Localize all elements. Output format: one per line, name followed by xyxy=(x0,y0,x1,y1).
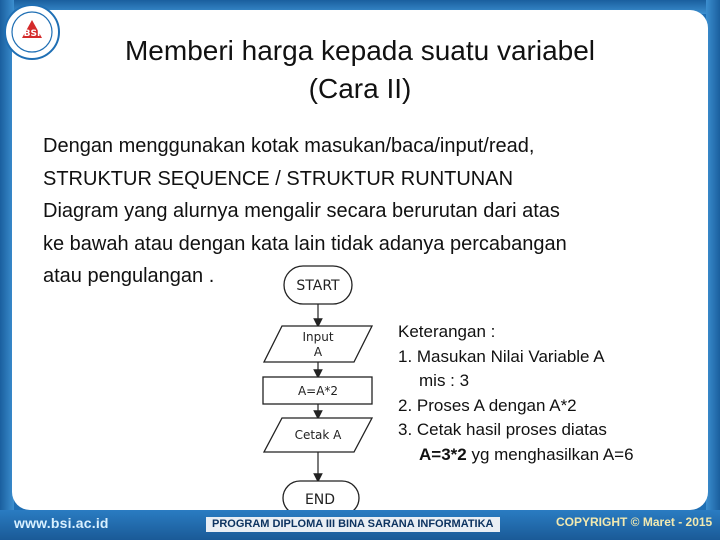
footer-program: PROGRAM DIPLOMA III BINA SARANA INFORMATIKA xyxy=(206,517,500,532)
body-line-1: Dengan menggunakan kotak masukan/baca/input/read, xyxy=(43,135,535,157)
notes-result-bold: A=3*2 xyxy=(419,444,467,464)
process-label: A=A*2 xyxy=(297,384,339,398)
body-line-4: ke bawah atau dengan kata lain tidak adanya percabangan xyxy=(43,232,567,255)
title-line-1: Memberi harga kepada suatu variabel xyxy=(124,35,596,66)
footer-url[interactable]: www.bsi.ac.id xyxy=(14,515,109,531)
end-label: END xyxy=(304,492,336,508)
title-line-2: (Cara II) xyxy=(308,73,412,104)
input-label-1: Input xyxy=(302,330,334,344)
output-label: Cetak A xyxy=(294,428,342,442)
footer-copyright: COPYRIGHT © Maret - 2015 xyxy=(556,515,713,529)
notes-item-3: 3. Cetak hasil proses diatas xyxy=(398,420,607,439)
start-label: START xyxy=(296,278,340,294)
notes-item-1: 1. Masukan Nilai Variable A xyxy=(398,346,605,366)
notes-item-3-detail xyxy=(398,443,634,468)
notes-item-2: 2. Proses A dengan A*2 xyxy=(398,395,577,415)
notes-panel xyxy=(398,320,634,467)
footer-bar xyxy=(0,510,720,540)
notes-item-1-detail: mis : 3 xyxy=(419,371,470,390)
body-line-5: atau pengulangan . xyxy=(43,265,215,287)
input-label-2: A xyxy=(313,345,323,359)
svg-text:BSI: BSI xyxy=(23,29,41,39)
notes-heading: Keterangan : xyxy=(398,322,496,341)
body-line-3: Diagram yang alurnya mengalir secara berurutan dari atas xyxy=(43,200,560,222)
body-line-2: STRUKTUR SEQUENCE / STRUKTUR RUNTUNAN xyxy=(43,167,514,190)
notes-result-rest: yg menghasilkan A=6 xyxy=(466,444,634,464)
